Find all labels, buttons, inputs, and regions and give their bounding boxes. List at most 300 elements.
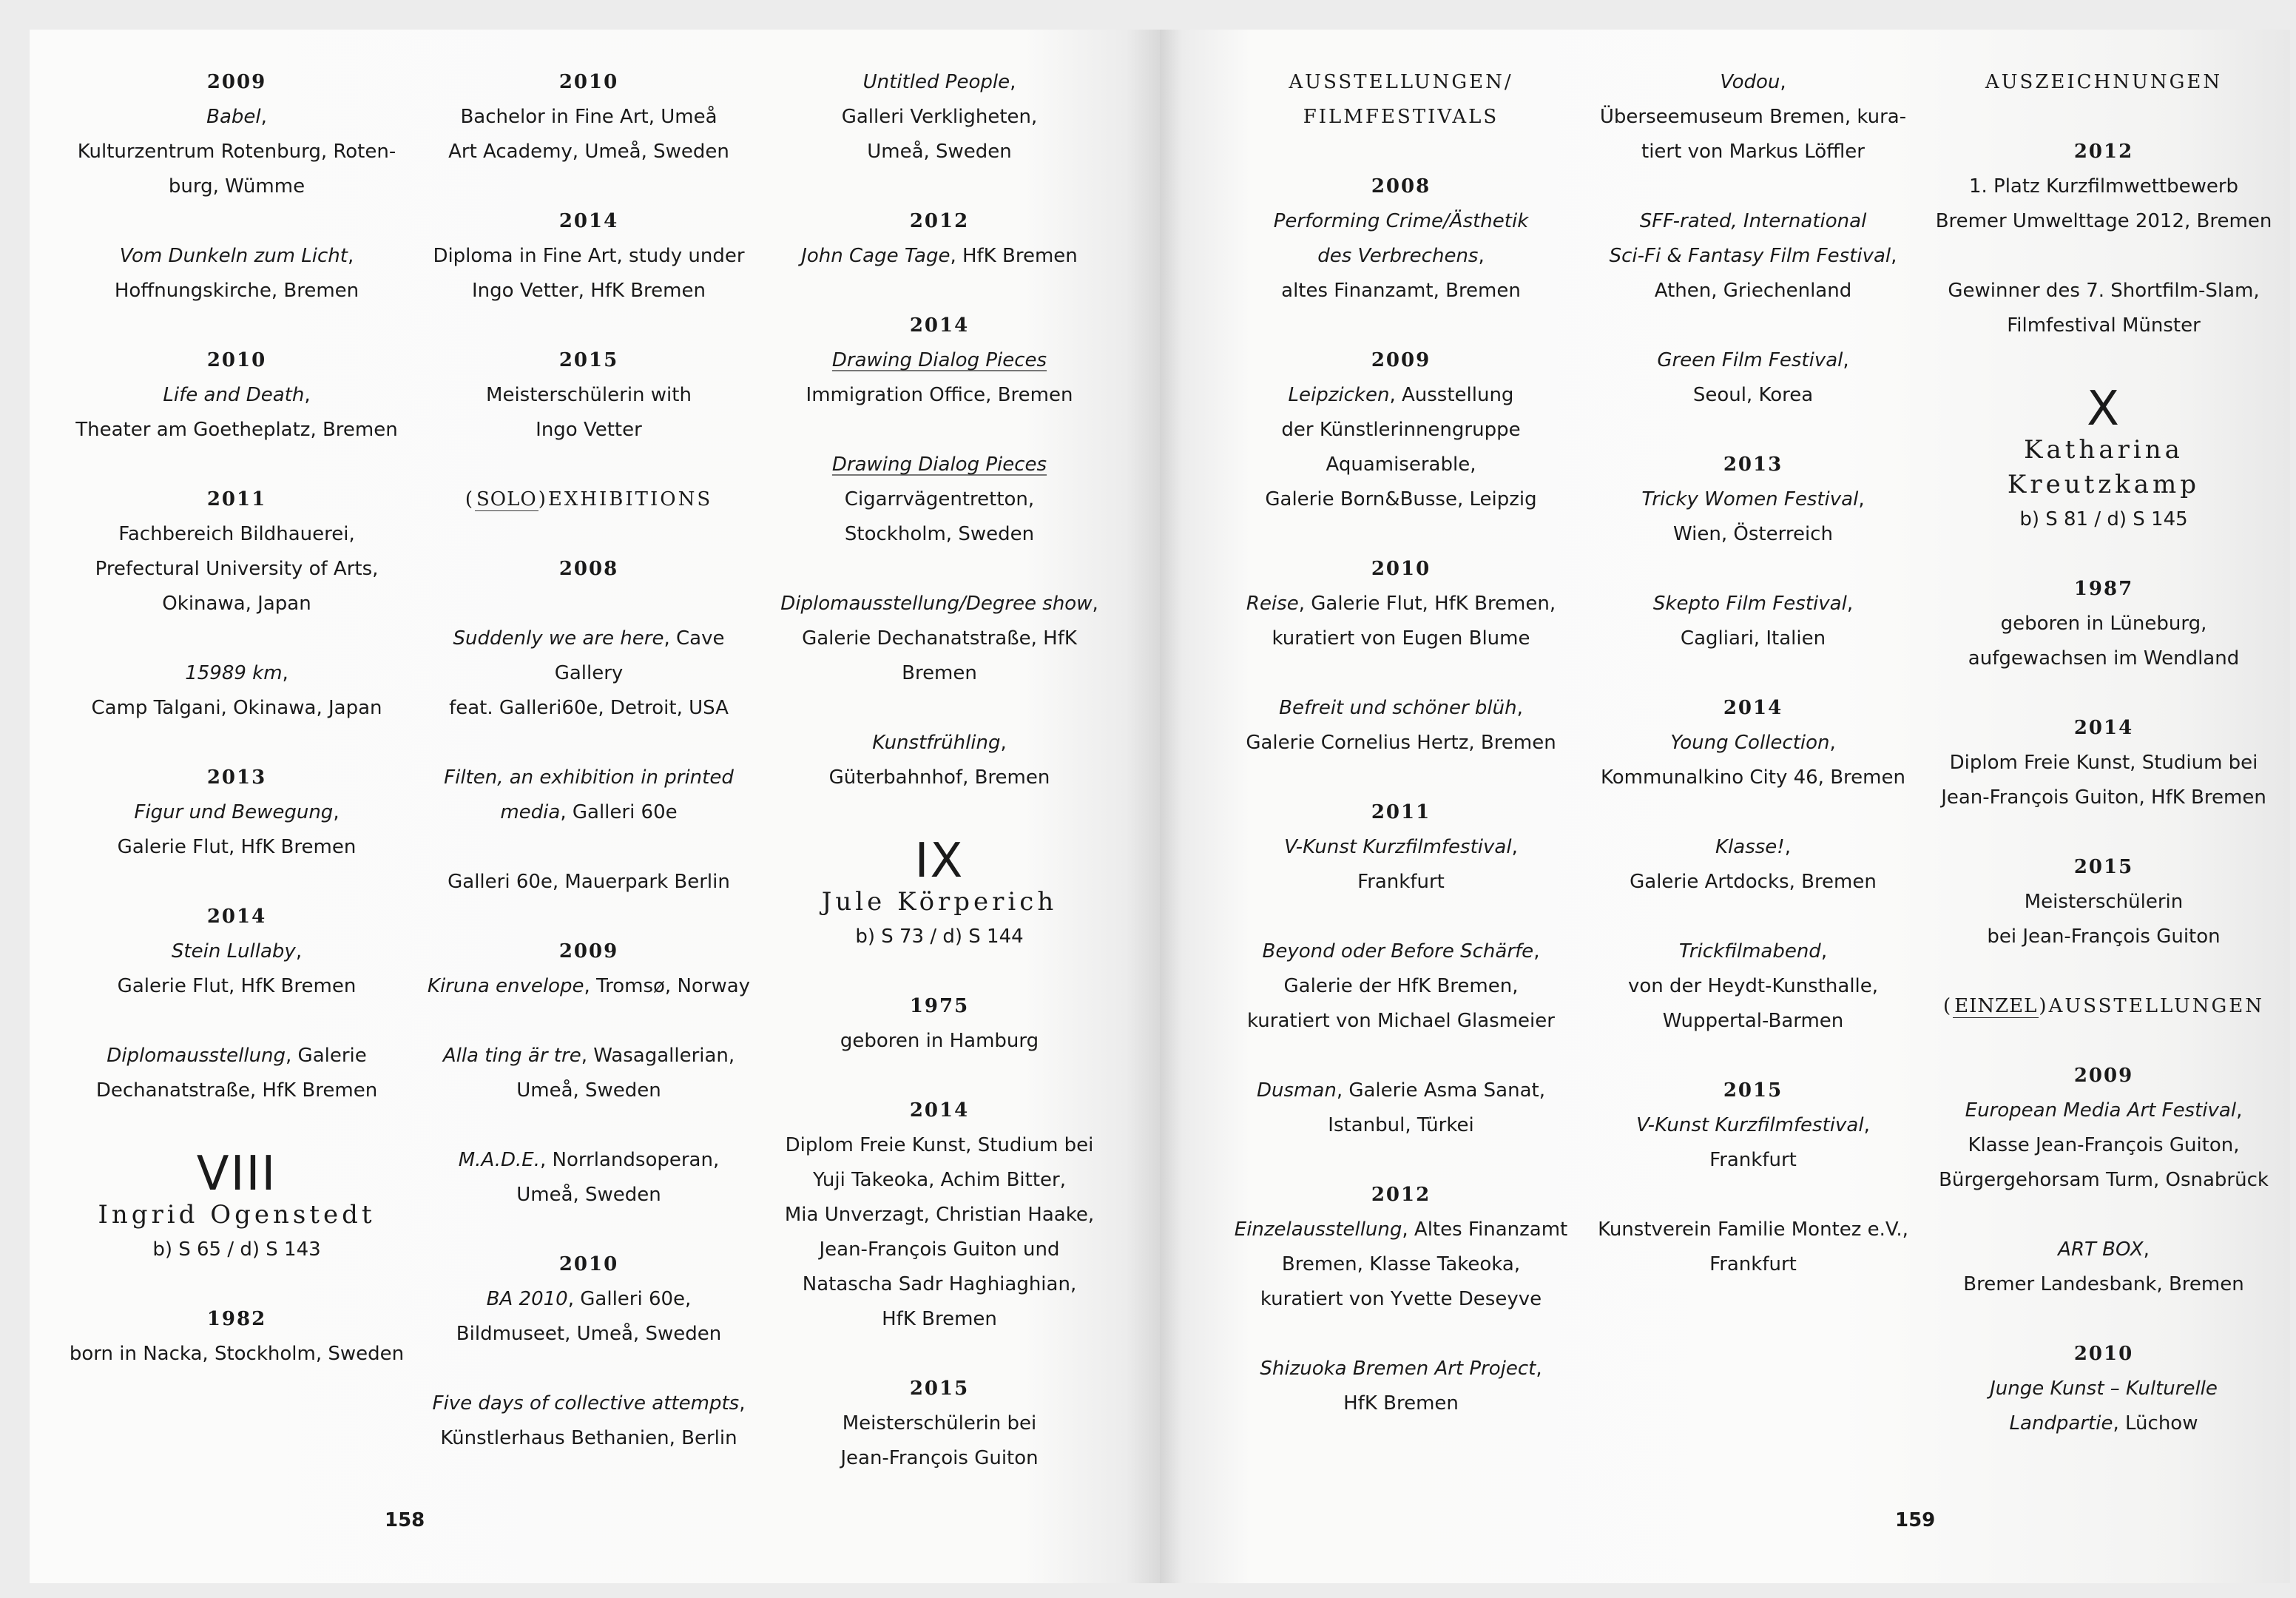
cv-entry [420,1039,757,1108]
line-suffix: , [1511,836,1518,858]
left-col-3 [771,65,1108,1511]
entry-line: SFF-rated, International [1639,210,1867,232]
entry-line: kuratiert von Yvette Deseyve [1260,1288,1542,1310]
entry-line: Jean-François Guiton, HfK Bremen [1941,786,2266,809]
artist-numeral: X [2087,382,2121,436]
entry-line: Bildmuseet, Umeå, Sweden [456,1323,722,1345]
work-title: Befreit und schöner blüh [1279,697,1517,719]
entry-line: Galerie Flut, HfK Bremen [117,975,357,997]
work-title: Life and Death [163,384,305,406]
cv-entry [420,761,757,830]
entry-year: 2011 [206,488,267,510]
entry-line: Frankfurt [1357,871,1445,893]
entry-year: 2010 [558,1253,619,1275]
entry-line: Galleri 60e, Mauerpark Berlin [448,871,730,893]
cv-entry [420,1247,757,1352]
entry-line [68,100,405,135]
cv-entry [68,900,405,1004]
line-suffix: , [1010,71,1016,93]
entry-line [771,65,1108,100]
work-title: Green Film Festival [1657,349,1843,371]
entry-line: Klasse Jean-François Guiton, [1968,1134,2240,1156]
entry-year: 2014 [558,210,619,232]
entry-line [420,1039,757,1073]
entry-line [1232,587,1570,621]
entry-line: Galerie Born&Busse, Leipzig [1265,488,1537,510]
artist-numeral: IX [914,834,965,889]
line-suffix: , [2236,1099,2243,1122]
cv-entry [68,761,405,865]
work-title: Leipzicken [1288,384,1390,406]
entry-year: 1982 [206,1308,267,1330]
work-title: Suddenly we are here [453,627,664,650]
cv-entry [1935,135,2272,239]
entry-year: 2014 [206,906,267,928]
cv-entry [771,65,1108,169]
exhibitions-festivals-heading-line1: AUSSTELLUNGEN/ [1289,71,1513,93]
entry-year: 2009 [1371,349,1431,371]
entry-line: Cagliari, Italien [1680,627,1826,650]
cv-entry [1232,795,1570,900]
entry-line: Seoul, Korea [1692,384,1814,406]
right-page [1160,30,2290,1583]
artist-page-ref: b) S 73 / d) S 144 [855,926,1024,948]
cv-entry [68,482,405,621]
entry-line: der Künstlerinnengruppe [1281,419,1521,441]
entry-line [1584,587,1922,621]
entry-line: geboren in Lüneburg, [2000,613,2207,635]
entry-year: 2012 [1371,1184,1431,1206]
entry-line [68,656,405,691]
entry-line [1232,1352,1570,1386]
entry-line: Güterbahnhof, Bremen [828,766,1050,789]
work-title: Skepto Film Festival [1652,593,1847,615]
entry-line: Überseemuseum Bremen, kura- [1599,106,1907,128]
entry-year: 2008 [558,558,619,580]
line-suffix: , Galleri 60e [560,801,678,823]
artist-name: Ingrid Ogenstedt [98,1200,376,1230]
entry-line [1584,934,1922,969]
entry-line: Umeå, Sweden [516,1079,661,1102]
entry-line [771,587,1108,621]
entry-year: 2014 [2073,717,2134,739]
line-suffix: , Norrlandsoperan, [539,1149,720,1171]
cv-entry [1584,204,1922,309]
entry-year: 2014 [909,314,970,337]
work-title: Sci-Fi & Fantasy Film Festival [1609,245,1891,267]
line-suffix: , Galleri 60e, [567,1288,692,1310]
cv-entry [68,656,405,726]
entry-line [1584,482,1922,517]
cv-entry [771,989,1108,1059]
entry-line: Galerie Flut, HfK Bremen [117,836,357,858]
work-title: Drawing Dialog Pieces [831,349,1047,371]
line-suffix: , Galerie Asma Sanat, [1336,1079,1545,1102]
artist-block [1935,382,2272,537]
cv-entry [1584,1073,1922,1178]
cv-entry [1935,711,2272,815]
cv-entry [68,239,405,309]
cv-entry [420,621,757,726]
line-suffix: , Galerie Flut, HfK Bremen, [1298,593,1556,615]
cv-entry [1232,691,1570,761]
cv-entry [771,587,1108,691]
entry-line: Umeå, Sweden [516,1184,661,1206]
cv-entry [771,726,1108,795]
entry-line [68,934,405,969]
right-col-2 [1584,65,1922,1317]
line-suffix: , [1533,940,1540,962]
line-suffix: , [1536,1358,1542,1380]
cv-entry [1232,552,1570,656]
work-title: Untitled People [862,71,1010,93]
entry-line: Meisterschülerin [2024,891,2184,913]
entry-line: Dechanatstraße, HfK Bremen [95,1079,378,1102]
work-title: media [500,801,561,823]
work-title: Diplomausstellung [107,1045,286,1067]
cv-entry [420,1386,757,1456]
line-suffix: , [1092,593,1098,615]
entry-line: Galerie Dechanatstraße, HfK Bremen [802,627,1077,684]
entry-line [420,795,757,830]
entry-year: 2013 [1723,454,1783,476]
solo-exhibitions-heading: (SOLO)EXHIBITIONS [465,488,713,510]
work-title: Five days of collective attempts [432,1392,740,1415]
work-title: Shizuoka Bremen Art Project [1260,1358,1536,1380]
line-suffix: , [282,662,288,684]
entry-line: von der Heydt-Kunsthalle, [1627,975,1879,997]
entry-line: Galerie Cornelius Hertz, Bremen [1246,732,1556,754]
cv-entry [1584,830,1922,900]
entry-line: Meisterschülerin with [486,384,692,406]
cv-entry [1584,65,1922,169]
entry-year: 2011 [1371,801,1431,823]
entry-line [1584,239,1922,274]
cv-entry [1584,448,1922,552]
entry-line: feat. Galleri60e, Detroit, USA [449,697,729,719]
entry-year: 2015 [909,1378,970,1400]
entry-line: HfK Bremen [882,1308,997,1330]
section-heading [1935,989,2272,1024]
page-number: 159 [1895,1509,1936,1531]
work-title: Tricky Women Festival [1641,488,1859,510]
entry-line: Bremer Umwelttage 2012, Bremen [1935,210,2272,232]
entry-line: Camp Talgani, Okinawa, Japan [91,697,382,719]
cv-entry [1935,850,2272,954]
cv-entry [1935,572,2272,676]
entry-line [771,726,1108,761]
entry-line: Ingo Vetter, HfK Bremen [472,280,706,302]
line-suffix: , Tromsø, Norway [584,975,751,997]
entry-line: Theater am Goetheplatz, Bremen [75,419,398,441]
line-suffix: , [1858,488,1865,510]
entry-line: Diploma in Fine Art, study under [433,245,745,267]
line-suffix: , [1000,732,1007,754]
cv-entry [771,309,1108,413]
entry-line [1232,1213,1570,1247]
entry-line: Jean-François Guiton [840,1447,1039,1469]
cv-entry [1232,343,1570,517]
line-suffix: , [1516,697,1523,719]
awards-heading: AUSZEICHNUNGEN [1985,71,2223,93]
entry-line: Hoffnungskirche, Bremen [114,280,359,302]
cv-entry [420,204,757,309]
cv-entry [1584,934,1922,1039]
entry-year: 2009 [206,71,267,93]
entry-year: 2009 [558,940,619,962]
solo-exhibitions-heading: (EINZEL)AUSSTELLUNGEN [1942,995,2265,1017]
line-suffix: , [1784,836,1791,858]
work-title: Einzelausstellung [1234,1218,1402,1241]
entry-line: Umeå, Sweden [867,141,1012,163]
entry-line: Frankfurt [1709,1149,1797,1171]
cv-entry [1584,1213,1922,1282]
cv-entry [1935,1337,2272,1441]
entry-line [1232,378,1570,413]
line-suffix: , [739,1392,746,1415]
entry-line: Bremen, Klasse Takeoka, [1281,1253,1521,1275]
entry-line [1935,1406,2272,1441]
entry-line [1935,1093,2272,1128]
artist-block [68,1147,405,1267]
entry-line: Frankfurt [1709,1253,1797,1275]
entry-year: 2010 [206,349,267,371]
entry-line: Ingo Vetter [536,419,642,441]
entry-line: Künstlerhaus Bethanien, Berlin [440,1427,737,1449]
entry-line [68,239,405,274]
entry-line: Fachbereich Bildhauerei, [118,523,355,545]
cv-entry [1232,1073,1570,1143]
work-title: Babel [206,106,261,128]
right-col-1 [1232,65,1570,1456]
cv-entry [420,343,757,448]
work-title: Trickfilmabend [1678,940,1821,962]
cv-entry [420,934,757,1004]
entry-line: Wien, Österreich [1673,523,1833,545]
entry-line: Athen, Griechenland [1654,280,1852,302]
entry-year: 2010 [2073,1343,2134,1365]
work-title: M.A.D.E. [458,1149,540,1171]
entry-line [420,1143,757,1178]
entry-year: 1987 [2073,578,2134,600]
entry-line: Natascha Sadr Haghiaghian, [802,1273,1077,1295]
work-title: Vom Dunkeln zum Licht [119,245,348,267]
work-title: Dusman [1257,1079,1337,1102]
work-title: Young Collection [1670,732,1830,754]
entry-line [1935,1233,2272,1267]
left-col-2 [420,65,757,1491]
entry-line: Prefectural University of Arts, [95,558,379,580]
entry-line: HfK Bremen [1343,1392,1459,1415]
line-suffix: , [295,940,303,962]
entry-line: Performing Crime/Ästhetik [1273,210,1529,232]
left-col-1 [68,65,405,1406]
work-title: European Media Art Festival [1965,1099,2237,1122]
entry-line [1232,934,1570,969]
artist-page-ref: b) S 81 / d) S 145 [2019,508,2188,530]
entry-year: 2014 [1723,697,1783,719]
line-suffix: , Cave Gallery [554,627,725,684]
entry-line: bei Jean-François Guiton [1987,926,2221,948]
entry-line: Bachelor in Fine Art, Umeå [460,106,718,128]
entry-line [1232,830,1570,865]
heading-boxed-word: EINZEL [1954,995,2038,1017]
line-suffix: , [1780,71,1786,93]
work-title: V-Kunst Kurzfilmfestival [1636,1114,1864,1136]
work-title: des Verbrechens [1317,245,1479,267]
entry-line: 1. Platz Kurzfilmwettbewerb [1968,175,2239,198]
entry-line [68,795,405,830]
entry-line: Aquamiserable, [1326,454,1476,476]
entry-year: 2015 [1723,1079,1783,1102]
entry-line [1584,726,1922,761]
entry-line [1232,239,1570,274]
work-title: V-Kunst Kurzfilmfestival [1284,836,1512,858]
entry-line: kuratiert von Eugen Blume [1272,627,1530,650]
work-title: Beyond oder Before Schärfe [1262,940,1534,962]
line-suffix: , [1820,940,1828,962]
entry-line: Mia Unverzagt, Christian Haake, [784,1204,1095,1226]
line-suffix: , Wasagallerian, [581,1045,735,1067]
entry-year: 2010 [1371,558,1431,580]
cv-entry [68,343,405,448]
entry-line: born in Nacka, Stockholm, Sweden [69,1343,405,1365]
cv-entry [1584,343,1922,413]
entry-line [68,1039,405,1073]
entry-line [771,343,1108,378]
work-title: ART BOX [2058,1238,2144,1261]
cv-entry [1232,934,1570,1039]
section-heading [1232,65,1570,135]
entry-line: Galleri Verkligheten, [841,106,1038,128]
heading-boxed-word: SOLO [476,488,537,510]
entry-line [1584,1108,1922,1143]
cv-entry [771,448,1108,552]
entry-year: 1975 [909,995,970,1017]
entry-line [771,448,1108,482]
entry-line: Istanbul, Türkei [1328,1114,1474,1136]
line-suffix: , [1843,349,1849,371]
cv-entry [1584,587,1922,656]
line-suffix: , Ausstellung [1389,384,1514,406]
line-suffix: , [347,245,354,267]
heading-word: AUSSTELLUNGEN [2048,995,2265,1017]
entry-line: Wuppertal-Barmen [1662,1010,1844,1032]
entry-line [420,969,757,1004]
artist-numeral: VIII [196,1147,277,1201]
entry-line: Galerie der HfK Bremen, [1283,975,1519,997]
work-title: BA 2010 [486,1288,568,1310]
entry-line: geboren in Hamburg [840,1030,1039,1052]
page-number: 158 [385,1509,425,1531]
entry-year: 2013 [206,766,267,789]
work-title: Kiruna envelope [427,975,584,997]
entry-line: Kommunalkino City 46, Bremen [1601,766,1905,789]
entry-line: Yuji Takeoka, Achim Bitter, [812,1169,1066,1191]
cv-entry [1935,1233,2272,1302]
entry-line [1584,343,1922,378]
work-title: Alla ting är tre [442,1045,581,1067]
entry-year: 2014 [909,1099,970,1122]
line-suffix: , [260,106,267,128]
entry-line: Kulturzentrum Rotenburg, Roten- [77,141,396,163]
entry-line: Kunstverein Familie Montez e.V., [1598,1218,1908,1241]
work-title: Landpartie [2009,1412,2113,1435]
entry-year: 2009 [2073,1065,2134,1087]
line-suffix: , Altes Finanzamt [1402,1218,1568,1241]
entry-line [420,1282,757,1317]
entry-line: Junge Kunst – Kulturelle [1990,1378,2218,1400]
line-suffix: , [1478,245,1485,267]
cv-entry [1584,691,1922,795]
entry-line: Immigration Office, Bremen [806,384,1073,406]
cv-entry [771,1093,1108,1337]
line-suffix: , HfK Bremen [950,245,1078,267]
work-title: 15989 km [185,662,283,684]
work-title: Figur und Bewegung [134,801,334,823]
cv-entry [420,865,757,900]
cv-entry [420,1143,757,1213]
entry-line: Diplom Freie Kunst, Studium bei [785,1134,1094,1156]
entry-line [1232,691,1570,726]
left-page [30,30,1160,1583]
entry-line: Stockholm, Sweden [844,523,1035,545]
line-suffix: , [304,384,311,406]
entry-year: 2015 [2073,856,2134,878]
cv-entry [68,1302,405,1372]
exhibitions-festivals-heading-line2: FILMFESTIVALS [1303,106,1499,128]
entry-line [1232,1073,1570,1108]
cv-entry [420,65,757,169]
artist-first-name: Katharina [2024,435,2184,465]
entry-line [1584,830,1922,865]
entry-year: 2012 [2073,141,2134,163]
entry-line: aufgewachsen im Wendland [1968,647,2240,670]
cv-entry [771,1372,1108,1476]
cv-entry [420,552,757,587]
work-title: Stein Lullaby [171,940,296,962]
section-heading [420,482,757,517]
line-suffix: , [1846,593,1854,615]
work-title: Vodou [1720,71,1780,93]
entry-line: kuratiert von Michael Glasmeier [1247,1010,1555,1032]
work-title: Kunstfrühling [872,732,1001,754]
heading-word: EXHIBITIONS [547,488,713,510]
entry-line: tiert von Markus Löffler [1641,141,1865,163]
work-title: Diplomausstellung/Degree show [780,593,1093,615]
line-suffix: , [333,801,340,823]
entry-year: 2012 [909,210,970,232]
cv-entry [68,65,405,204]
line-suffix: , [1863,1114,1870,1136]
right-col-3 [1935,65,2272,1476]
work-title: Reise [1246,593,1299,615]
artist-block [771,834,1108,954]
entry-line: Bremer Landesbank, Bremen [1963,1273,2244,1295]
entry-line: Filten, an exhibition in printed [444,766,734,789]
entry-year: 2008 [1371,175,1431,198]
work-title: Drawing Dialog Pieces [831,454,1047,476]
entry-line: Okinawa, Japan [162,593,311,615]
entry-line: Bürgergehorsam Turm, Osnabrück [1939,1169,2269,1191]
artist-last-name: Kreutzkamp [2007,470,2201,499]
entry-line: altes Finanzamt, Bremen [1281,280,1521,302]
artist-page-ref: b) S 65 / d) S 143 [152,1238,321,1261]
work-title: Klasse! [1715,836,1785,858]
entry-line: Galerie Artdocks, Bremen [1630,871,1877,893]
entry-line: Meisterschülerin bei [842,1412,1037,1435]
cv-entry [1232,1178,1570,1317]
